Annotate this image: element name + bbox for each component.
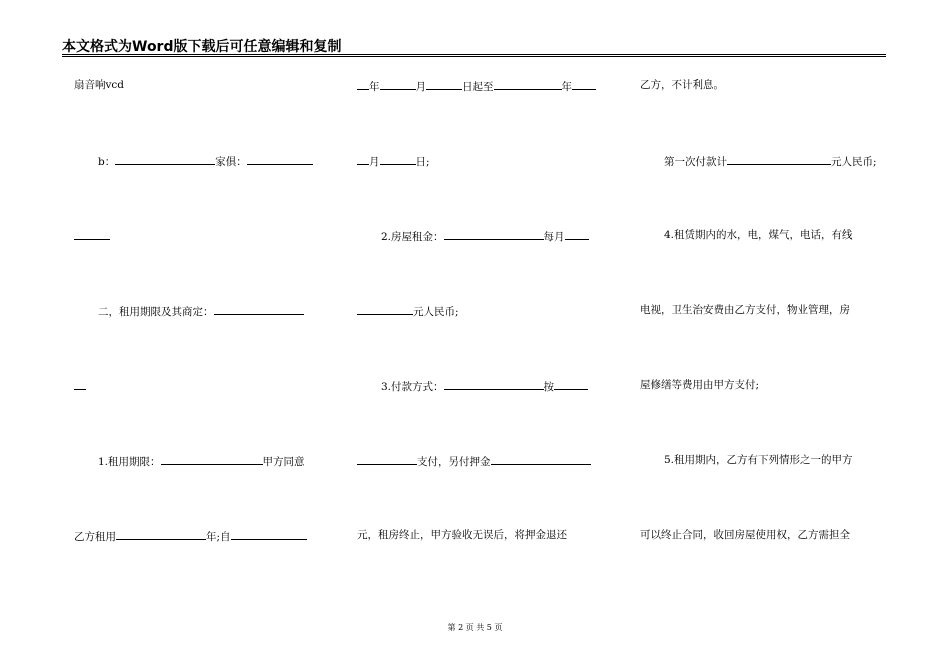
- line-text: 家俱：: [215, 156, 247, 168]
- line-text: 第一次付款计: [664, 156, 727, 168]
- fill-blank: [426, 78, 462, 90]
- line-text: 1.租用期限：: [98, 456, 161, 468]
- header-rule-top: [62, 54, 886, 55]
- text-line: [74, 378, 324, 394]
- text-line: [74, 78, 324, 92]
- text-line: [74, 153, 348, 169]
- text-line: [357, 453, 607, 469]
- text-line: [357, 378, 631, 394]
- line-text: 5.租用期内，乙方有下列情形之一的甲方: [664, 454, 853, 466]
- line-text: 日起至: [462, 81, 494, 93]
- fill-blank: [565, 228, 589, 240]
- line-text: 月: [369, 156, 380, 168]
- line-text: 元，租房终止，甲方验收无误后，将押金退还: [357, 529, 567, 541]
- line-text: 扇音响vcd: [74, 79, 125, 91]
- line-text: 按: [543, 381, 555, 393]
- line-text: 元人民币;: [413, 306, 459, 318]
- fill-blank: [357, 303, 413, 315]
- fill-blank: [214, 303, 304, 315]
- line-text: 乙方租用: [74, 531, 116, 543]
- fill-blank: [74, 378, 86, 390]
- document-header-title: 本文格式为Word版下载后可任意编辑和复制: [62, 39, 342, 55]
- line-text: 甲方同意: [262, 456, 305, 468]
- text-line: [74, 228, 324, 244]
- fill-blank: [161, 453, 263, 465]
- text-line: [357, 228, 631, 244]
- text-line: [74, 453, 348, 469]
- fill-blank: [74, 228, 110, 240]
- text-line: [74, 528, 324, 544]
- line-text: 支付，另付押金: [417, 456, 491, 468]
- line-text: 每月: [543, 231, 565, 243]
- page-number-footer: 第 2 页 共 5 页: [447, 623, 503, 632]
- line-text: 可以终止合同，收回房屋使用权，乙方需担全: [640, 529, 850, 541]
- fill-blank: [380, 153, 416, 165]
- fill-blank: [727, 153, 831, 165]
- text-line: [640, 528, 890, 542]
- line-text: 年: [561, 81, 572, 93]
- fill-blank: [247, 153, 313, 165]
- text-line: [640, 78, 890, 92]
- line-text: 乙方，不计利息。: [640, 79, 724, 91]
- text-line: [357, 78, 607, 94]
- text-line: [640, 228, 914, 242]
- text-line: [357, 528, 607, 542]
- line-text: 3.付款方式：: [381, 381, 444, 393]
- line-text: b：: [98, 156, 116, 168]
- line-text: 日;: [415, 156, 430, 168]
- text-line: [357, 153, 607, 169]
- fill-blank: [115, 153, 215, 165]
- fill-blank: [494, 78, 562, 90]
- text-line: [640, 153, 914, 169]
- fill-blank: [357, 78, 369, 90]
- text-line: [640, 378, 890, 392]
- fill-blank: [444, 228, 544, 240]
- line-text: 年: [369, 81, 380, 93]
- line-text: 年;自: [206, 531, 231, 543]
- fill-blank: [357, 153, 369, 165]
- fill-blank: [491, 453, 591, 465]
- text-line: [640, 303, 890, 317]
- line-text: 电视，卫生治安费由乙方支付，物业管理，房: [640, 304, 850, 316]
- header-rule-bottom: [62, 56, 886, 57]
- fill-blank: [357, 453, 417, 465]
- line-text: 二，租用期限及其商定：: [98, 306, 214, 318]
- fill-blank: [572, 78, 596, 90]
- fill-blank: [231, 528, 307, 540]
- fill-blank: [444, 378, 544, 390]
- line-text: 月: [415, 81, 426, 93]
- line-text: 屋修缮等费用由甲方支付;: [640, 379, 760, 391]
- text-line: [357, 303, 607, 319]
- fill-blank: [380, 78, 416, 90]
- fill-blank: [554, 378, 588, 390]
- text-line: [640, 453, 914, 467]
- text-line: [74, 303, 348, 319]
- line-text: 元人民币;: [831, 156, 877, 168]
- fill-blank: [116, 528, 206, 540]
- line-text: 2.房屋租金：: [381, 231, 444, 243]
- line-text: 4.租赁期内的水，电，煤气，电话，有线: [664, 229, 853, 241]
